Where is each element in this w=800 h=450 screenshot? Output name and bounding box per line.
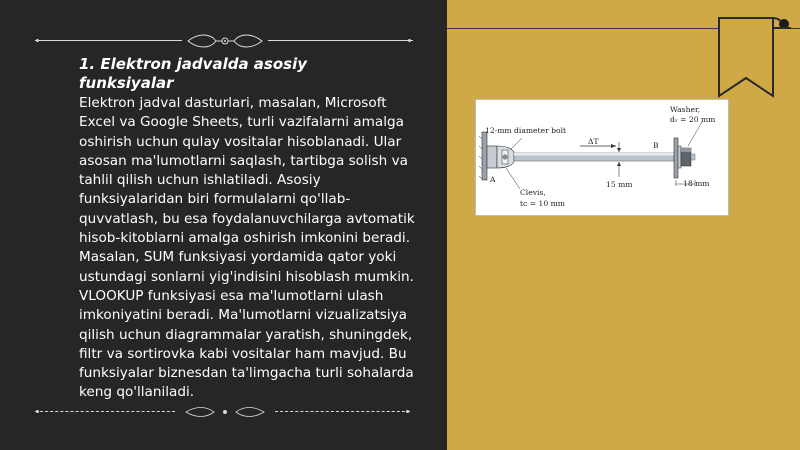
dim-15-label: 15 mm	[606, 180, 633, 189]
bottom-rule-right	[275, 411, 410, 412]
slide-title: 1. Elektron jadvalda asosiy funksiyalar	[79, 55, 307, 92]
delta-t-label: ΔT	[588, 137, 599, 146]
point-b-label: B	[653, 141, 659, 150]
bottom-rule-dot-left	[36, 410, 39, 413]
top-flourish-icon	[182, 30, 268, 52]
washer-dim: dᵥ = 20 mm	[670, 115, 716, 124]
clevis-label: Clevis,	[520, 188, 546, 197]
bottom-rule-dot-right	[406, 410, 409, 413]
top-rule-dot-left	[36, 39, 39, 42]
bolt-label: 12-mm diameter bolt	[485, 126, 567, 135]
bottom-flourish-icon	[182, 404, 268, 420]
slide-body-text: Elektron jadval dasturlari, masalan, Microsoft Excel va Google Sheets, turli vazifalarni amalga oshirish uchun qulay vositalar hisoblanadi. Ular asosan ma'lumotlarni saqlash, tartibga solish va tahlil qilish uchun ishlatiladi. Asosiy funksiyalaridan biri formulalarni qo'llab-quvvatlash, bu esa foydalanuvchilarga avtomatik hisob-kitoblarni amalga oshirish imkonini beradi. Masalan, SUM funksiyasi yordamida qator yoki ustundagi sonlarni yig'indisini hisoblash mumkin. VLOOKUP funksiyasi esa ma'lumotlarni ulash imkoniyatini beradi. Ma'lumotlarni vizualizatsiya qilish uchun diagrammalar yaratish, shuningdek, filtr va sortirovka kabi vositalar ham mavjud. Bu funksiyalar biznesdan ta'limgacha turli sohalarda keng qo'llaniladi.	[79, 95, 415, 401]
bolt-clevis-figure	[475, 99, 729, 216]
dim-18-label: 18 mm	[683, 179, 710, 188]
bookmark-icon	[717, 16, 797, 100]
point-a-label: A	[490, 175, 496, 184]
clevis-dim: tᴄ = 10 mm	[520, 199, 565, 208]
washer-label: Washer,	[670, 105, 701, 114]
bottom-rule-left	[35, 411, 175, 412]
top-rule-dot-right	[408, 39, 411, 42]
